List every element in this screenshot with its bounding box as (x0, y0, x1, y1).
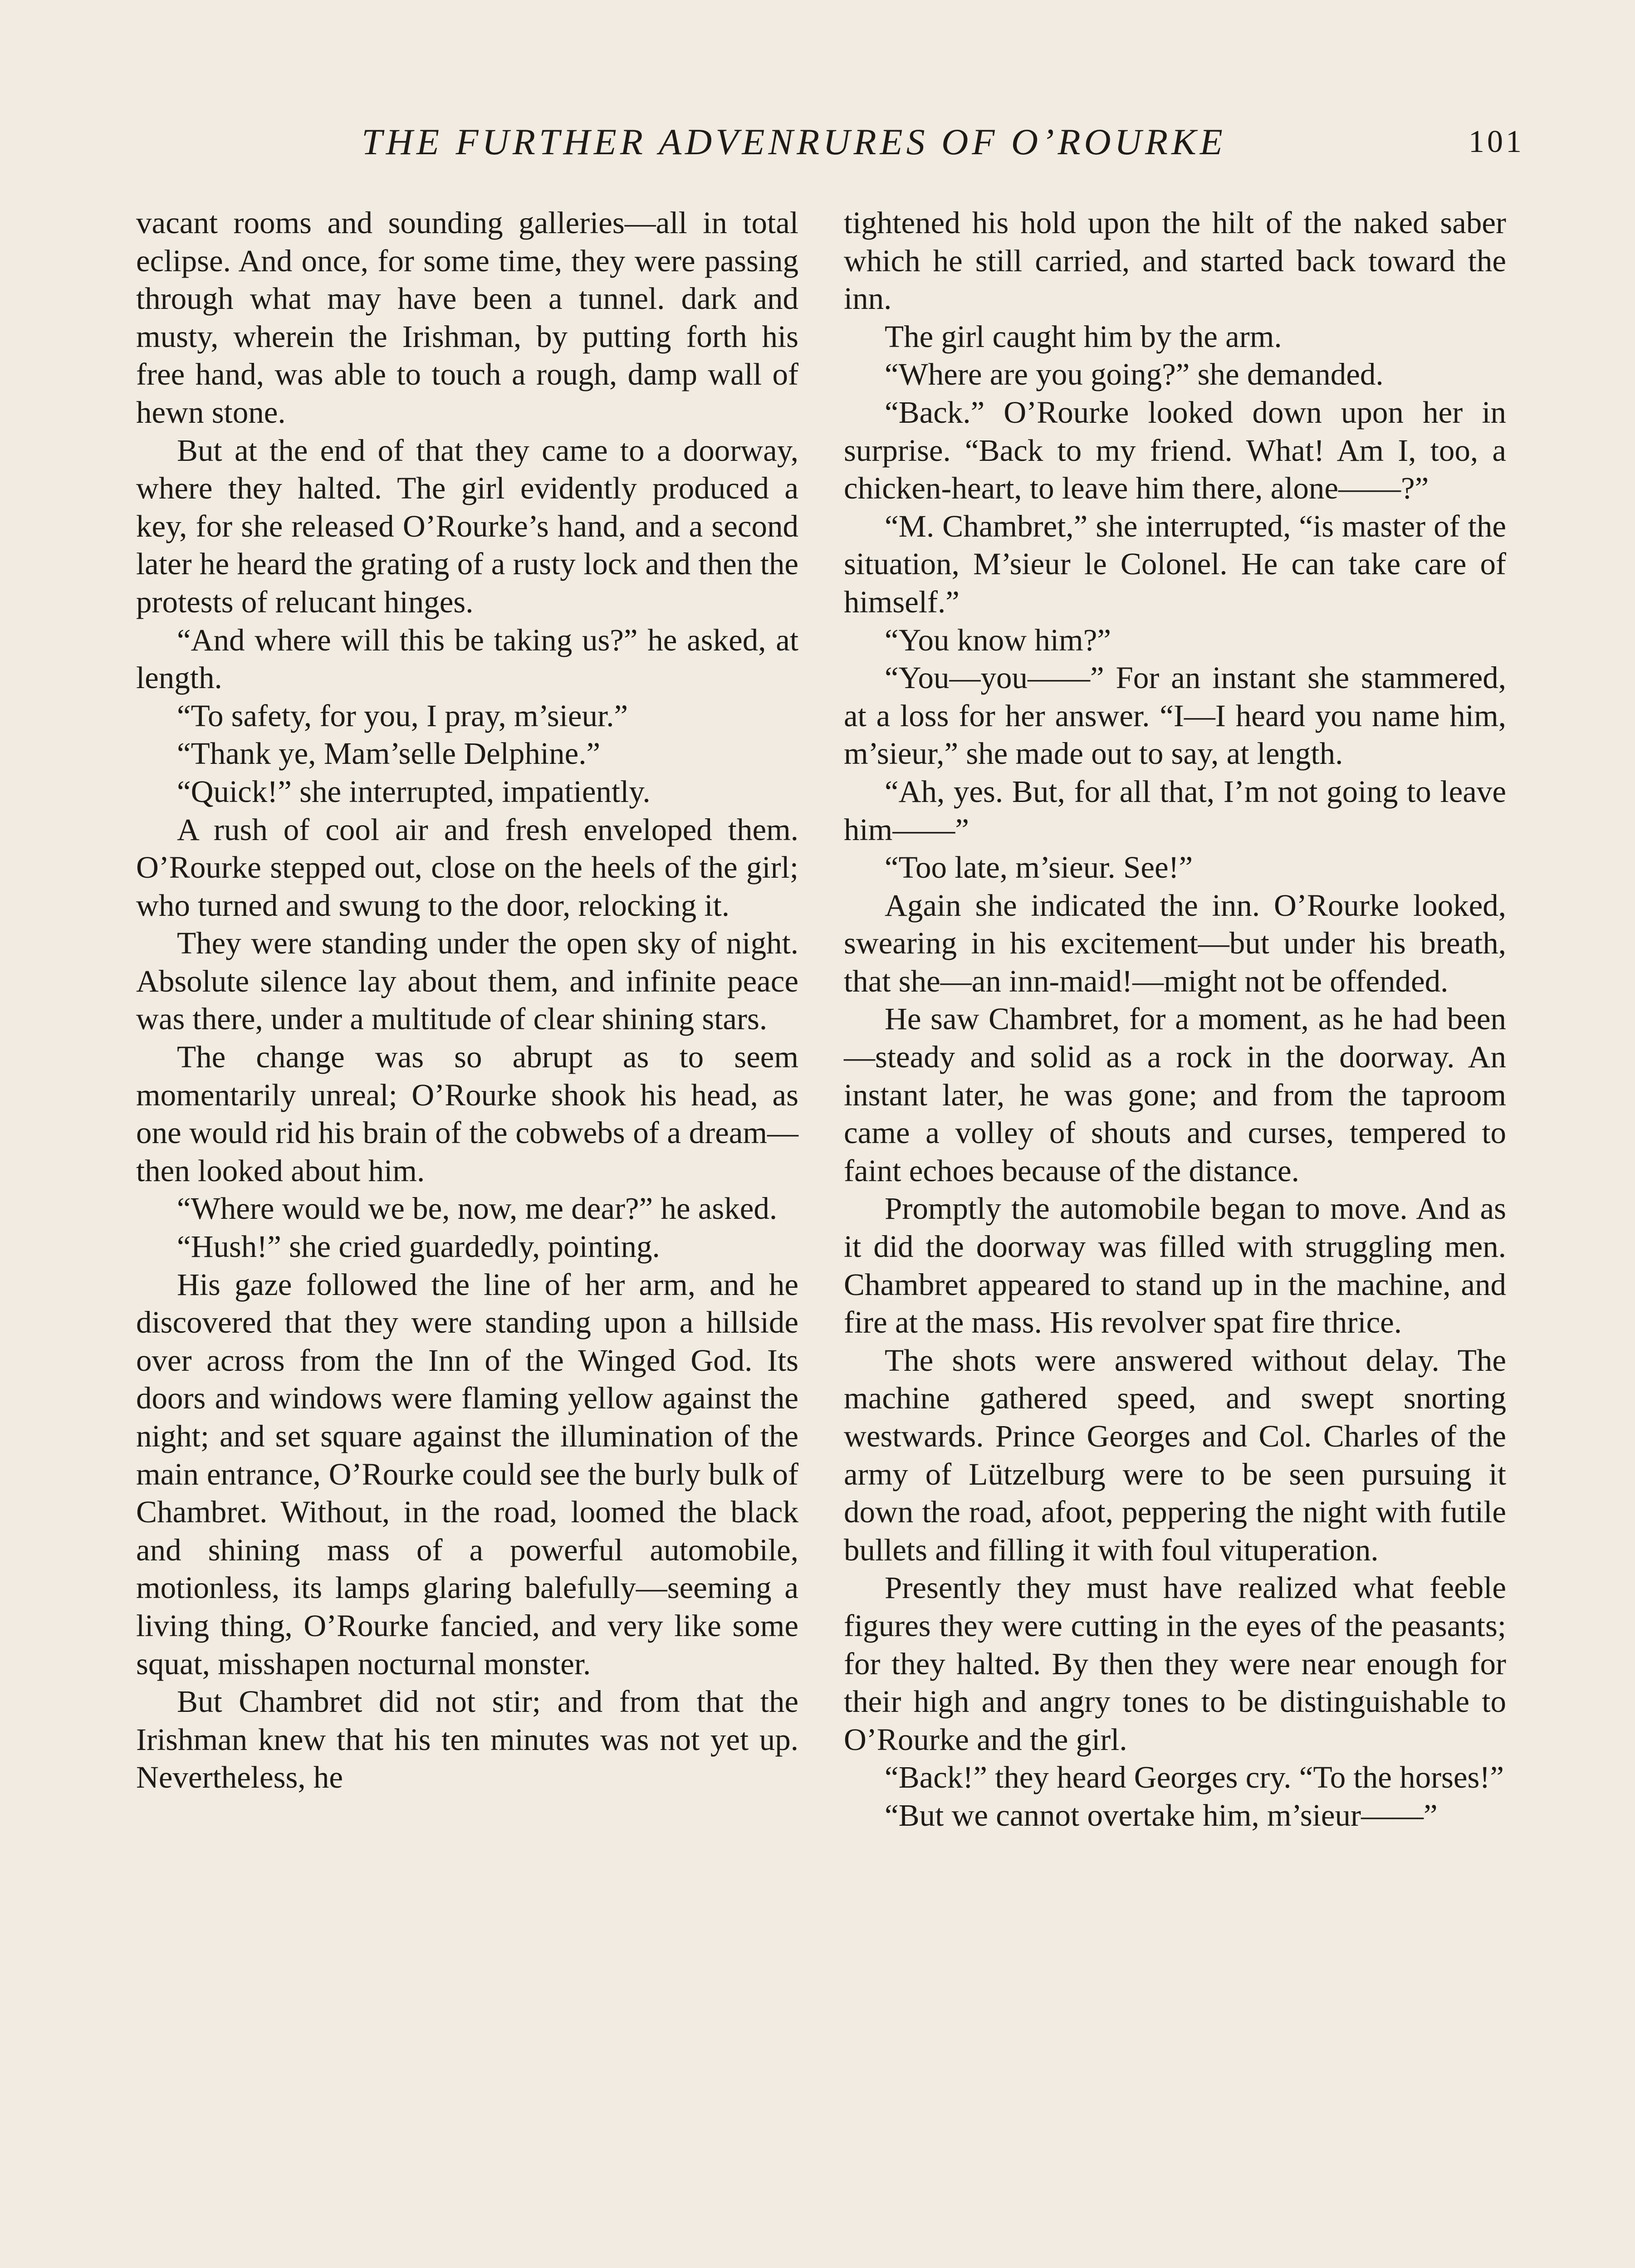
running-header (136, 117, 1524, 167)
paragraph: His gaze followed the line of her arm, and he discovered that they were standing upon a hillside over across from the Inn of the Winged God. Its doors and windows were flaming yellow against the night; and set square against the illumination of the main entrance, O’Rourke could see the burly bulk of Chambret. Without, in the road, loomed the black and shining mass of a powerful automobile, motionless, its lamps glaring balefully—seeming a living thing, O’Rourke fancied, and very like some squat, misshapen nocturnal monster. (136, 1267, 798, 1681)
paragraph: tightened his hold upon the hilt of the naked saber which he still carried, and started back toward the inn. (844, 205, 1506, 316)
paragraph: But at the end of that they came to a doorway, where they halted. The girl evidently produced a key, for she released O’Rourke’s hand, and a second later he heard the grating of a rusty lock and then the protests of relucant hinges. (136, 433, 798, 619)
paragraph: “And where will this be taking us?” he asked, at length. (136, 622, 798, 695)
paragraph: “Back!” they heard Georges cry. “To the horses!” (885, 1760, 1504, 1795)
paragraph: Again she indicated the inn. O’Rourke looked, swearing in his excitement—but under his breath, that she—an inn-maid!—might not be offended. (844, 888, 1506, 998)
left-text-column (136, 204, 798, 1797)
paragraph: “Quick!” she interrupted, impatiently. (177, 774, 651, 809)
paragraph: “You—you——” For an instant she stammered, at a loss for her answer. “I—I heard you name him, m’sieur,” she made out to say, at length. (844, 660, 1506, 771)
paragraph: They were standing under the open sky of night. Absolute silence lay about them, and infinite peace was there, under a multitude of clear shining stars. (136, 926, 798, 1036)
paragraph: “Too late, m’sieur. See!” (885, 850, 1193, 885)
paragraph: “Back.” O’Rourke looked down upon her in surprise. “Back to my friend. What! Am I, too, a chicken-heart, to leave him there, alone——?” (844, 395, 1506, 506)
paragraph: “Ah, yes. But, for all that, I’m not going to leave him——” (844, 774, 1506, 847)
paragraph: “But we cannot overtake him, m’sieur——” (885, 1798, 1438, 1833)
paragraph: The shots were answered without delay. The machine gathered speed, and swept snorting westwards. Prince Georges and Col. Charles of the army of Lützelburg were to be seen pursuing it down the road, afoot, peppering the night with futile bullets and filling it with foul vituperation. (844, 1343, 1506, 1567)
paragraph: The girl caught him by the arm. (885, 319, 1282, 354)
right-text-column (844, 204, 1506, 1835)
page-number: 101 (1469, 124, 1524, 159)
paragraph: “Where would we be, now, me dear?” he asked. (177, 1191, 778, 1226)
paragraph: “You know him?” (885, 622, 1111, 657)
page-title: THE FURTHER ADVENRURES OF O’ROURKE (362, 121, 1226, 162)
paragraph: Presently they must have realized what feeble figures they were cutting in the eyes of the peasants; for they halted. By then they were near enough for their high and angry tones to be distinguishable to O’Rourke and the girl. (844, 1570, 1506, 1757)
paragraph: “Where are you going?” she demanded. (885, 357, 1384, 392)
paragraph: A rush of cool air and fresh enveloped them. O’Rourke stepped out, close on the heels of the girl; who turned and swung to the door, relocking it. (136, 812, 798, 923)
paragraph: But Chambret did not stir; and from that the Irishman knew that his ten minutes was not yet up. Nevertheless, he (136, 1684, 798, 1795)
paragraph: “M. Chambret,” she interrupted, “is master of the situation, M’sieur le Colonel. He can take care of himself.” (844, 508, 1506, 619)
paragraph: “Thank ye, Mam’selle Delphine.” (177, 736, 601, 771)
paragraph: vacant rooms and sounding galleries—all in total eclipse. And once, for some time, they were passing through what may have been a tunnel. dark and musty, wherein the Irishman, by putting forth his free hand, was able to touch a rough, damp wall of hewn stone. (136, 205, 798, 430)
paragraph: “Hush!” she cried guardedly, pointing. (177, 1229, 660, 1264)
paragraph: He saw Chambret, for a moment, as he had been—steady and solid as a rock in the doorway. An instant later, he was gone; and from the taproom came a volley of shouts and curses, tempered to faint echoes because of the distance. (844, 1002, 1506, 1188)
paragraph: The change was so abrupt as to seem momentarily unreal; O’Rourke shook his head, as one would rid his brain of the cobwebs of a dream—then looked about him. (136, 1040, 798, 1188)
paragraph: “To safety, for you, I pray, m’sieur.” (177, 698, 628, 733)
paragraph: Promptly the automobile began to move. And as it did the doorway was filled with struggling men. Chambret appeared to stand up in the machine, and fire at the mass. His revolver spat fire thrice. (844, 1191, 1506, 1340)
